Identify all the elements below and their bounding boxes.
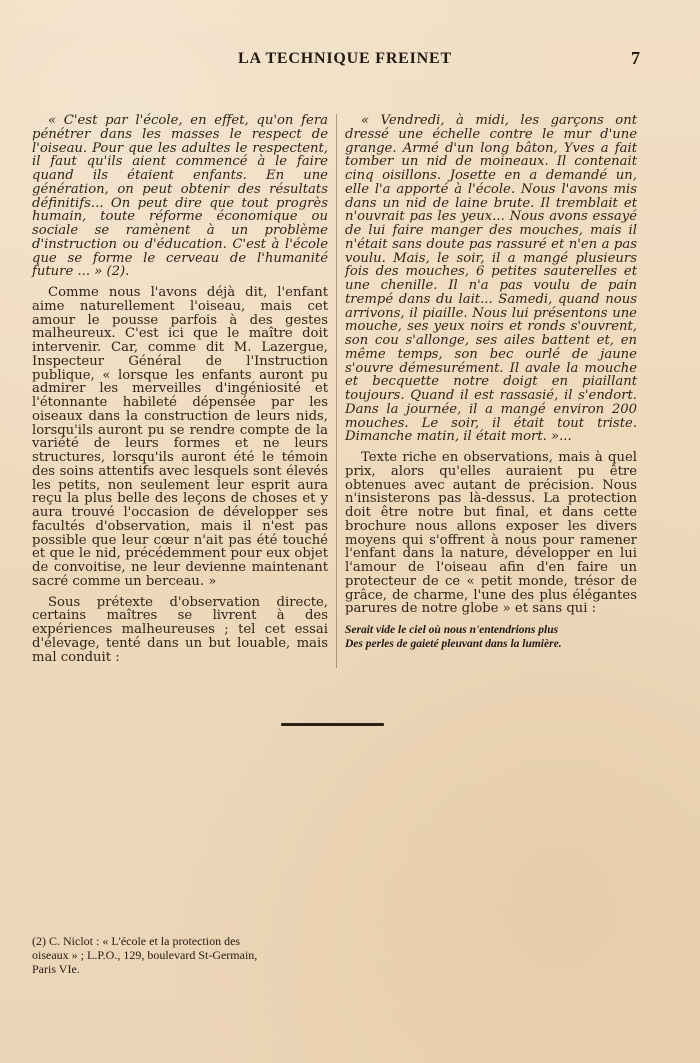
verse-line-2: Des perles de gaieté pleuvant dans la lumière.	[345, 638, 562, 650]
section-rule	[281, 723, 384, 726]
verse-line-1: Serait vide le ciel où nous n'entendrions plus	[345, 624, 559, 636]
verse-quote	[345, 623, 637, 651]
column-divider	[336, 114, 337, 668]
footnote-line-2: oiseaux » ; L.P.O., 129, boulevard St-Germain,	[32, 948, 258, 962]
right-column	[345, 114, 637, 651]
right-paragraph-body: Texte riche en observations, mais à quel prix, alors qu'elles auraient pu être obtenues avec autant de précision. Nous n'insisterons pas là-dessus. La protection doit être notre but final, et dans cette brochure nous allons exposer les divers moyens qui s'offrent à nous pour ramener l'enfant dans la nature, développer en lui l'amour de l'oiseau afin d'en faire un protecteur de ce « petit monde, trésor de grâce, de charme, l'une des plus élégantes parures de notre globe » et sans qui :	[345, 450, 637, 617]
footnote-line-3: Paris VIe.	[32, 962, 80, 976]
footnote-line-1: (2) C. Niclot : « L'école et la protection des	[32, 934, 241, 948]
left-paragraph-closing: Sous prétexte d'observation directe, certains maîtres se livrent à des expériences malheureuses ; tel cet essai d'élevage, tenté dans un but louable, mais mal conduit :	[32, 594, 328, 665]
page-number: 7	[631, 48, 640, 68]
left-paragraph-quote: « C'est par l'école, en effet, qu'on fera pénétrer dans les masses le respect de l'oiseau. Pour que les adultes le respectent, il faut qu'ils aient commencé à le faire quand ils étaient enfants. En une génération, on peut obtenir des résultats définitifs... On peut dire que tout progrès humain, toute réforme économique ou sociale se ramènent à un problème d'instruction ou d'éducation. C'est à l'école que se forme le cerveau de l'humanité future ... » (2).	[32, 113, 328, 280]
right-paragraph-quote: « Vendredi, à midi, les garçons ont dressé une échelle contre le mur d'une grange. Armé d'un long bâton, Yves a fait tomber un nid de moineaux. Il contenait cinq oisillons. Josette en a demandé un, elle l'a apporté à l'école. Nous l'avons mis dans un nid de laine brute. Il tremblait et n'ouvrait pas les yeux... Nous avons essayé de lui faire manger des mouches, mais il n'était sans doute pas rassuré et n'en a pas voulu. Mais, le soir, il a mangé plusieurs fois des mouches, 6 petites sauterelles et une chenille. Il n'a pas voulu de pain trempé dans du lait... Samedi, quand nous arrivons, il piaille. Nous lui présentons une mouche, ses yeux noirs et ronds s'ouvrent, son cou s'allonge, ses ailes battent et, en même temps, son bec ourlé de jaune s'ouvre démesurément. Il avale la mouche et becquette notre doigt en piaillant toujours. Quand il est rassasié, il s'endort. Dans la journée, il a mangé environ 200 mouches. Le soir, il était tout triste. Dimanche matin, il était mort. »...	[345, 113, 637, 445]
page-header	[0, 50, 700, 74]
left-column	[32, 114, 328, 671]
left-paragraph-body: Comme nous l'avons déjà dit, l'enfant aime naturellement l'oiseau, mais cet amour le pousse parfois à des gestes malheureux. C'est ici que le maître doit intervenir. Car, comme dit M. Lazergue, Inspecteur Général de l'Instruction publique, « lorsque les enfants auront pu admirer les merveilles d'ingéniosité et l'étonnante habileté dépensée par les oiseaux dans la construction de leurs nids, lorsqu'ils auront pu se rendre compte de la variété de leurs formes et ne leurs structures, lorsqu'ils auront été le témoin des soins attentifs avec lesquels sont élevés les petits, non seulement leur esprit aura reçu la plus belle des leçons de choses et y aura trouvé l'occasion de développer ses facultés d'observation, mais il n'est pas possible que leur cœur n'ait pas été touché et que le nid, précédemment pour eux objet de convoitise, ne leur devienne maintenant sacré comme un berceau. »	[32, 285, 328, 589]
running-title: LA TECHNIQUE FREINET	[238, 50, 452, 67]
footnote	[32, 934, 324, 976]
